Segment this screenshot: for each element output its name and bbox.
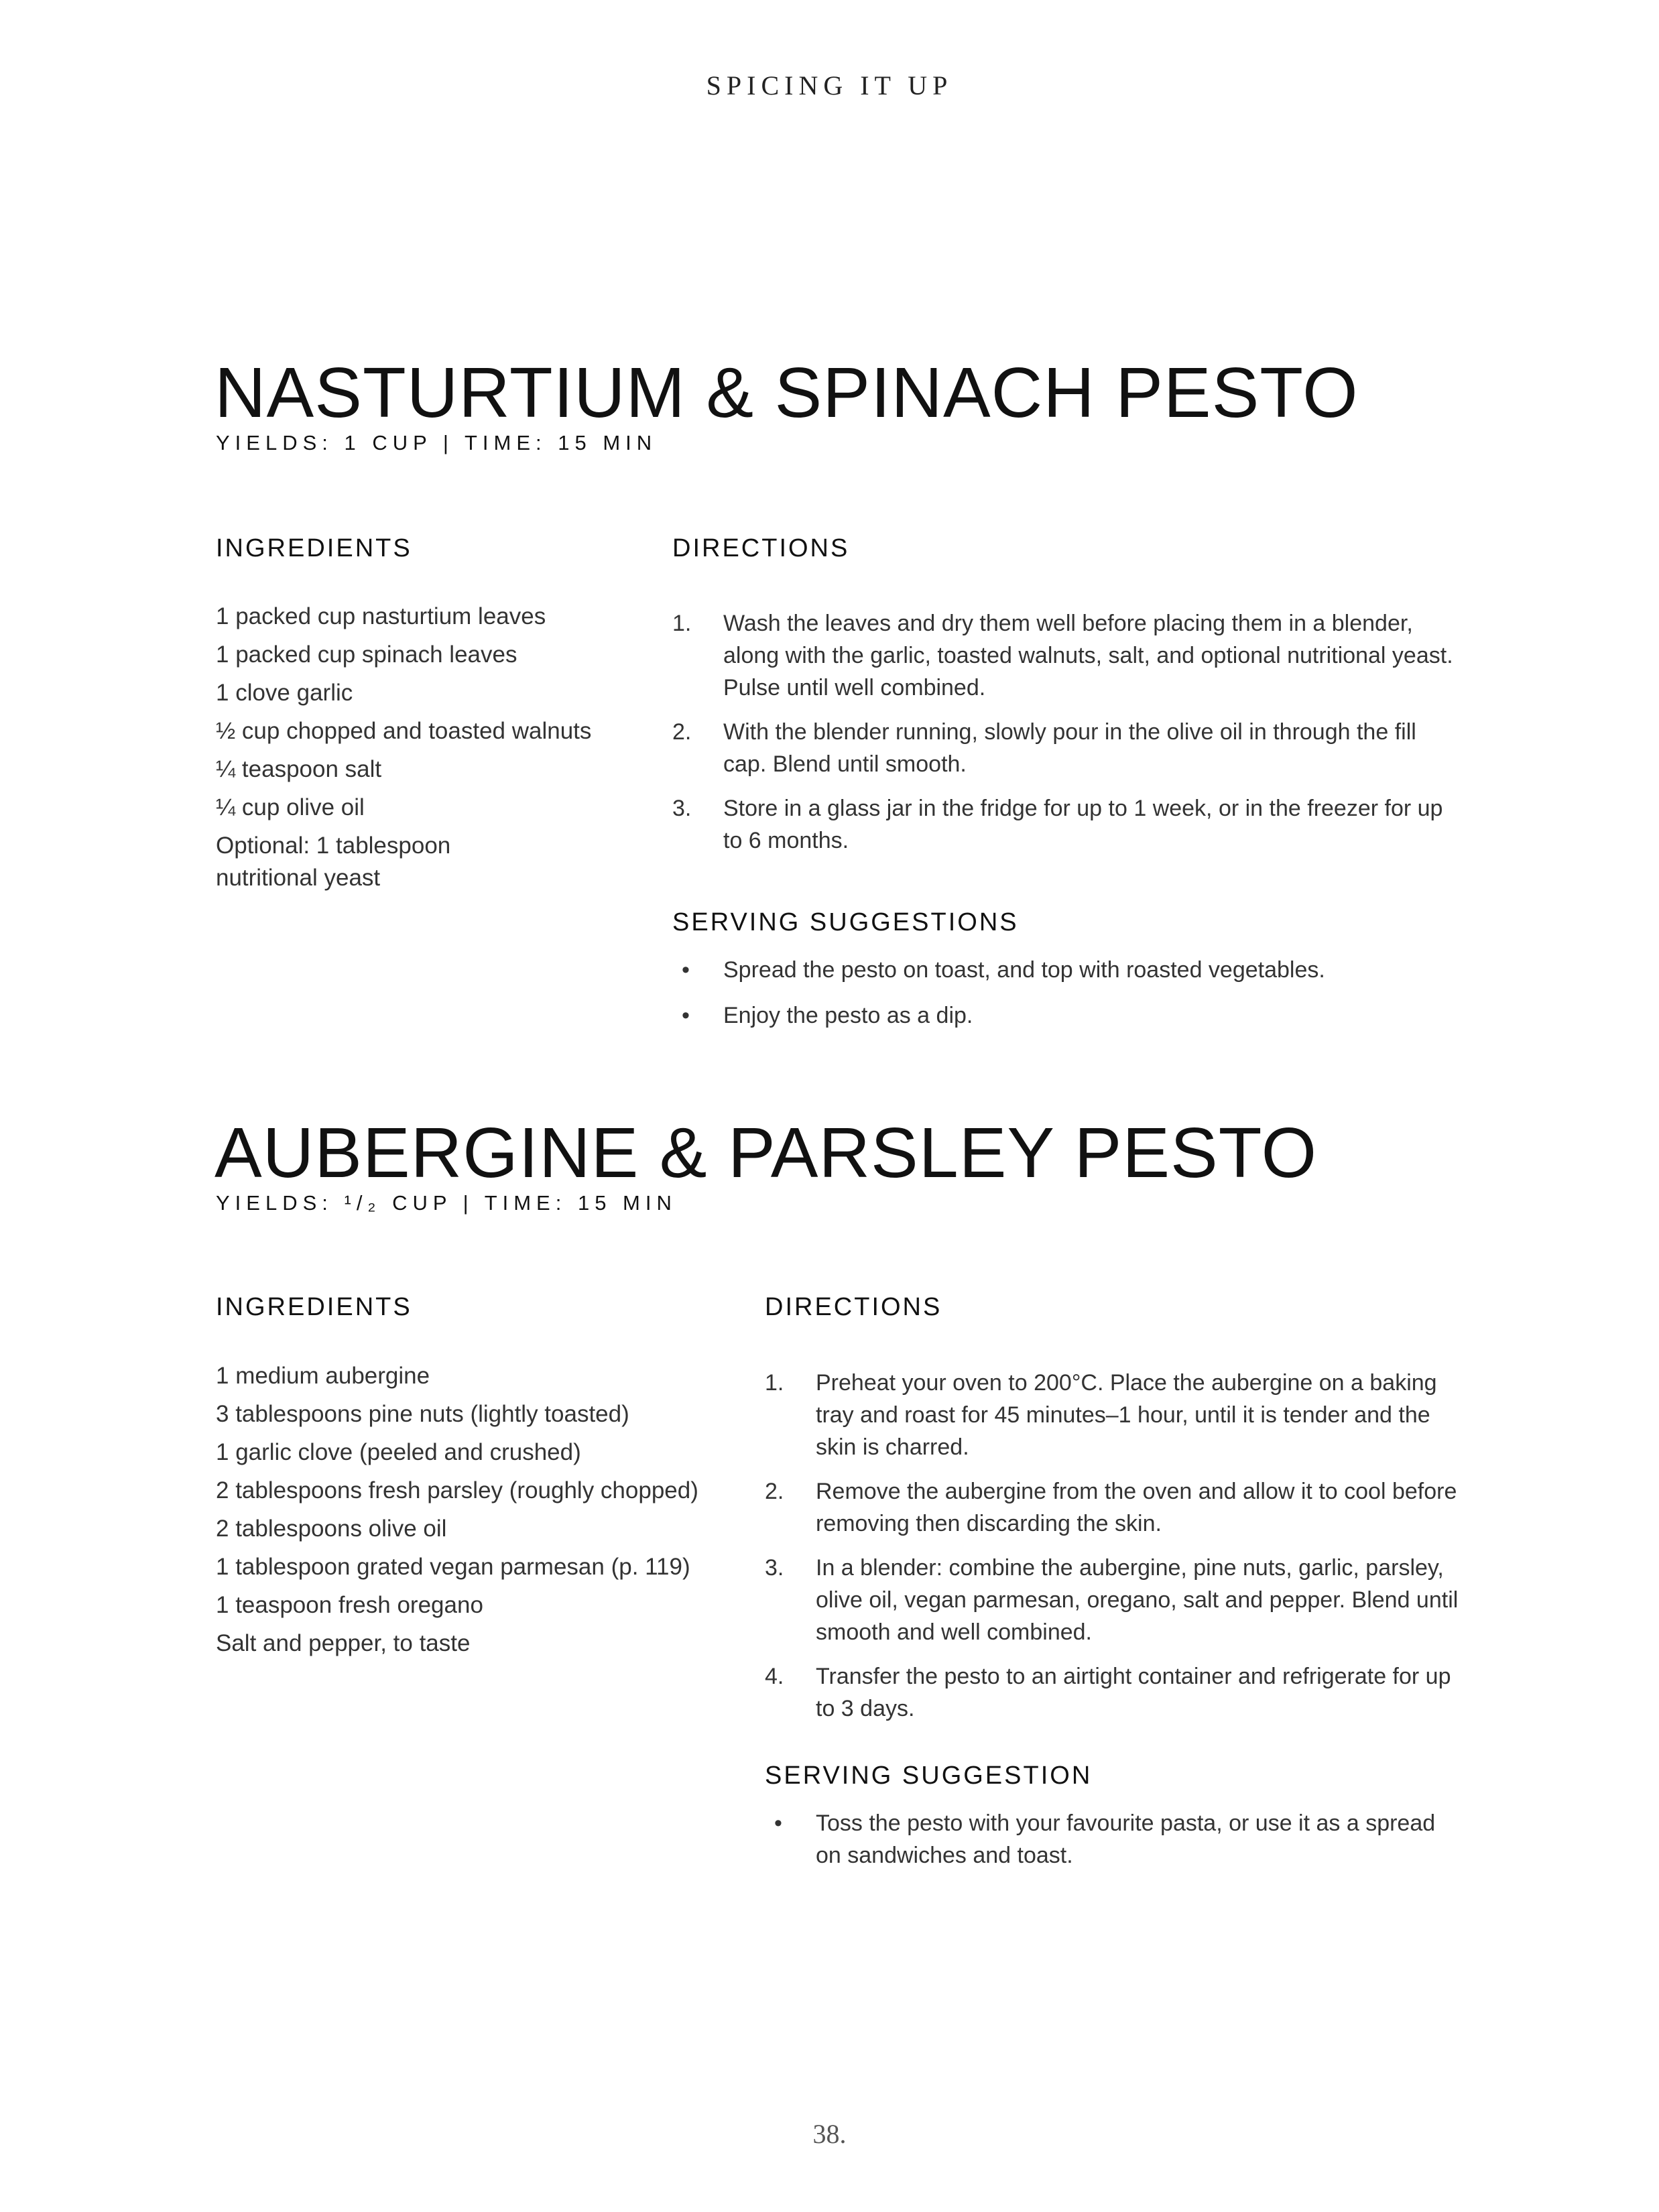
ingredient-item: 1 garlic clove (peeled and crushed) (216, 1439, 581, 1465)
step-number: 2. (765, 1479, 784, 1504)
directions-list (765, 1367, 1463, 1737)
bullet: • (682, 957, 690, 983)
step-text: Preheat your oven to 200°C. Place the aubergine on a baking tray and roast for 45 minutes–1 hour, until it is tender and the skin is charred. (816, 1370, 1437, 1460)
running-header: SPICING IT UP (706, 70, 953, 101)
step-text: In a blender: combine the aubergine, pine nuts, garlic, parsley, olive oil, vegan parmesan, oregano, salt and pepper. Blend until smooth and well combined. (816, 1555, 1459, 1645)
directions-heading: DIRECTIONS (672, 534, 850, 562)
step-number: 3. (765, 1555, 784, 1581)
serving-text: Enjoy the pesto as a dip. (723, 1003, 973, 1028)
ingredients-list (216, 1360, 725, 1666)
recipe-meta: YIELDS: ¹/₂ CUP | TIME: 15 MIN (216, 1191, 677, 1215)
serving-text: Toss the pesto with your favourite pasta, or use it as a spread on sandwiches and toast. (816, 1810, 1436, 1868)
ingredient-item: 1 packed cup nasturtium leaves (216, 603, 546, 629)
recipe-title-aubergine: AUBERGINE & PARSLEY PESTO (214, 1113, 1318, 1192)
serving-list (672, 954, 1463, 1044)
step-number: 3. (672, 796, 692, 821)
ingredient-item: 1 packed cup spinach leaves (216, 641, 517, 668)
step-text: Store in a glass jar in the fridge for up to 1 week, or in the freezer for up to 6 months. (723, 796, 1443, 853)
step-text: Wash the leaves and dry them well before placing them in a blender, along with the garlic, toasted walnuts, salt, and optional nutritional yeast. Pulse until well combined. (723, 611, 1453, 700)
direction-step (765, 1367, 1463, 1463)
ingredient-item: Salt and pepper, to taste (216, 1630, 471, 1656)
direction-step (765, 1475, 1463, 1540)
direction-step (672, 716, 1463, 780)
ingredient-item: 1 teaspoon fresh oregano (216, 1592, 483, 1618)
serving-item (672, 999, 1463, 1032)
ingredient-item: 3 tablespoons pine nuts (lightly toasted) (216, 1401, 629, 1427)
serving-item (672, 954, 1463, 986)
direction-step (672, 792, 1463, 857)
step-number: 4. (765, 1664, 784, 1689)
step-text: With the blender running, slowly pour in the olive oil in through the fill cap. Blend until smooth. (723, 719, 1416, 777)
step-text: Remove the aubergine from the oven and allow it to cool before removing then discarding the skin. (816, 1479, 1457, 1536)
ingredient-item: ½ cup chopped and toasted walnuts (216, 718, 592, 744)
ingredient-item: 1 clove garlic (216, 680, 353, 706)
recipe-title-nasturtium: NASTURTIUM & SPINACH PESTO (214, 353, 1359, 432)
step-text: Transfer the pesto to an airtight container and refrigerate for up to 3 days. (816, 1664, 1451, 1721)
ingredients-heading: INGREDIENTS (216, 1293, 412, 1321)
ingredients-list (216, 601, 631, 900)
ingredient-item: Optional: 1 tablespoon nutritional yeast (216, 833, 451, 891)
step-number: 2. (672, 719, 692, 745)
step-number: 1. (765, 1370, 784, 1396)
direction-step (765, 1552, 1463, 1648)
direction-step (765, 1660, 1463, 1725)
directions-heading: DIRECTIONS (765, 1293, 942, 1321)
ingredients-heading: INGREDIENTS (216, 534, 412, 562)
recipe-meta: YIELDS: 1 CUP | TIME: 15 MIN (216, 431, 658, 454)
serving-list (765, 1807, 1463, 1884)
serving-text: Spread the pesto on toast, and top with roasted vegetables. (723, 957, 1325, 983)
direction-step (672, 607, 1463, 704)
serving-item (765, 1807, 1463, 1871)
ingredient-item: 2 tablespoons fresh parsley (roughly chopped) (216, 1477, 698, 1503)
ingredient-item: 1 medium aubergine (216, 1363, 430, 1389)
ingredient-item: 1 tablespoon grated vegan parmesan (p. 119) (216, 1554, 690, 1580)
serving-heading: SERVING SUGGESTIONS (672, 908, 1019, 936)
directions-list (672, 607, 1463, 869)
ingredient-item: ¼ teaspoon salt (216, 756, 382, 782)
step-number: 1. (672, 611, 692, 636)
ingredient-item: ¼ cup olive oil (216, 794, 365, 820)
ingredient-item: 2 tablespoons olive oil (216, 1516, 447, 1542)
serving-heading: SERVING SUGGESTION (765, 1762, 1093, 1790)
bullet: • (774, 1810, 782, 1836)
bullet: • (682, 1003, 690, 1028)
page-number: 38. (812, 2119, 847, 2149)
